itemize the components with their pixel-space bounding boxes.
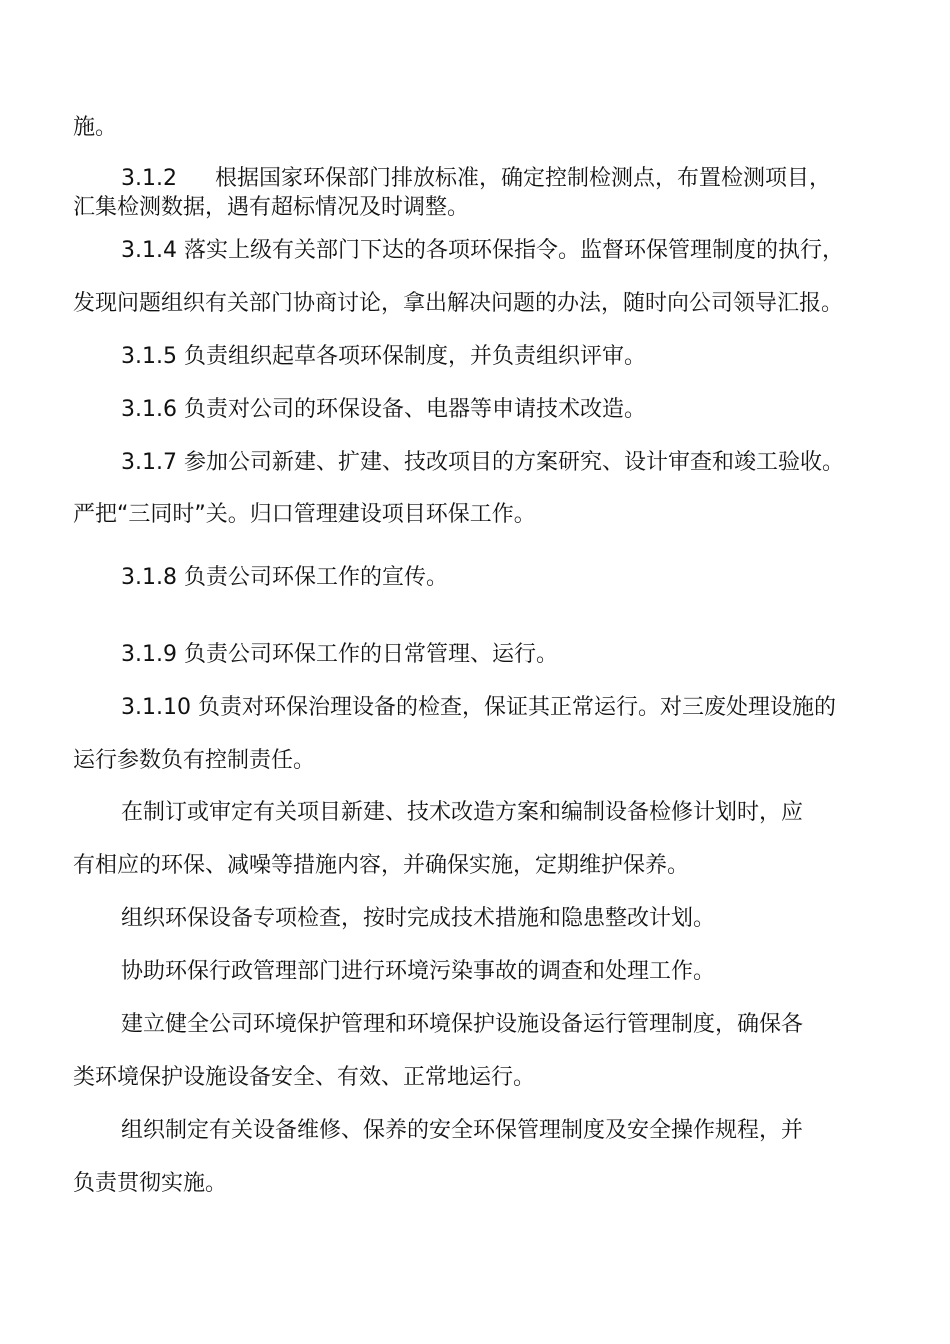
text-line: 3.1.8 负责公司环保工作的宣传。 — [121, 565, 448, 590]
text-line: 3.1.6 负责对公司的环保设备、电器等申请技术改造。 — [121, 397, 646, 422]
text-line: 3.1.9 负责公司环保工作的日常管理、运行。 — [121, 642, 558, 667]
text-line: 严把“三同时”关。归口管理建设项目环保工作。 — [73, 502, 536, 527]
text-line-content: 根据国家环保部门排放标准，确定控制检测点，布置检测项目， — [214, 166, 831, 191]
text-line: 3.1.4 落实上级有关部门下达的各项环保指令。监督环保管理制度的执行， — [121, 238, 844, 263]
text-line: 运行参数负有控制责任。 — [73, 748, 316, 773]
text-line: 3.1.7 参加公司新建、扩建、技改项目的方案研究、设计审查和竣工验收。 — [121, 450, 844, 475]
text-line — [121, 164, 831, 194]
text-line: 施。 — [73, 115, 118, 140]
text-line: 汇集检测数据，遇有超标情况及时调整。 — [73, 195, 470, 220]
text-line: 3.1.10 负责对环保治理设备的检查，保证其正常运行。对三废处理设施的 — [121, 695, 836, 720]
text-line: 3.1.5 负责组织起草各项环保制度，并负责组织评审。 — [121, 344, 646, 369]
text-line: 负责贯彻实施。 — [73, 1171, 228, 1196]
text-line: 组织制定有关设备维修、保养的安全环保管理制度及安全操作规程，并 — [121, 1118, 804, 1143]
text-line: 在制订或审定有关项目新建、技术改造方案和编制设备检修计划时，应 — [121, 800, 804, 825]
text-line: 发现问题组织有关部门协商讨论，拿出解决问题的办法，随时向公司领导汇报。 — [73, 291, 844, 316]
text-line: 协助环保行政管理部门进行环境污染事故的调查和处理工作。 — [121, 959, 716, 984]
section-number: 3.1.2 — [121, 166, 177, 191]
text-line: 类环境保护设施设备安全、有效、正常地运行。 — [73, 1065, 536, 1090]
text-line: 有相应的环保、减噪等措施内容，并确保实施，定期维护保养。 — [73, 853, 690, 878]
text-line: 建立健全公司环境保护管理和环境保护设施设备运行管理制度，确保各 — [121, 1012, 804, 1037]
text-line: 组织环保设备专项检查，按时完成技术措施和隐患整改计划。 — [121, 906, 716, 931]
